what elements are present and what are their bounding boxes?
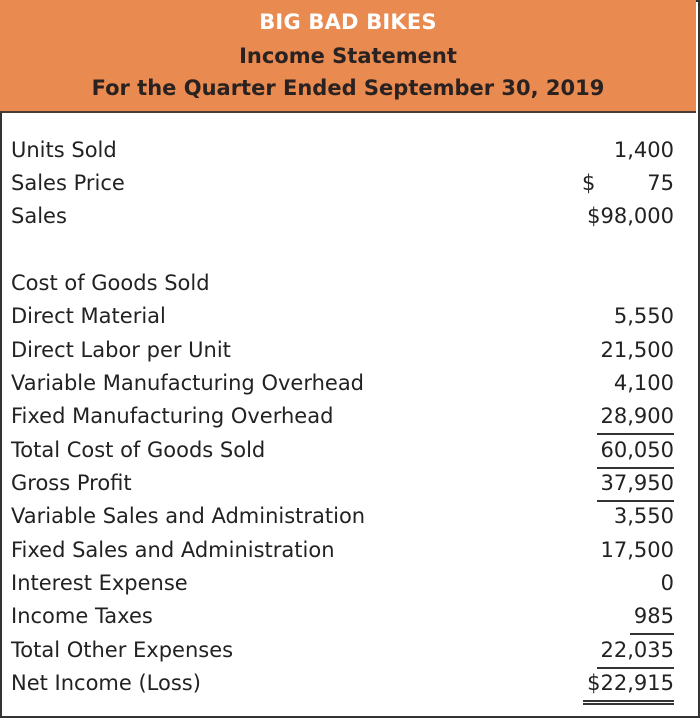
row-label: Direct Labor per Unit [11, 338, 231, 362]
company-name: BIG BAD BIKES [259, 10, 437, 34]
row-gross-profit [0, 467, 696, 500]
row-label: Fixed Manufacturing Overhead [11, 404, 334, 428]
row-fixed-mfg-overhead [0, 400, 696, 433]
row-label: Units Sold [11, 138, 117, 162]
row-value: $98,000 [587, 204, 674, 228]
row-total-other-expenses [0, 634, 696, 667]
row-value: 37,950 [597, 467, 674, 502]
row-label: Interest Expense [11, 571, 188, 595]
row-value: 3,550 [613, 504, 674, 528]
row-label: Income Taxes [11, 604, 153, 628]
row-total-cogs [0, 434, 696, 467]
row-sales [0, 200, 696, 233]
row-value: 4,100 [613, 371, 674, 395]
row-units-sold [0, 134, 696, 167]
row-value: 985 [630, 600, 674, 635]
row-direct-labor [0, 334, 696, 367]
row-variable-sales-admin [0, 500, 696, 533]
row-cogs-heading [0, 267, 696, 300]
statement-period: For the Quarter Ended September 30, 2019 [91, 76, 605, 100]
row-label: Variable Sales and Administration [11, 504, 366, 528]
statement-title: Income Statement [239, 44, 457, 68]
row-value: 5,550 [613, 304, 674, 328]
row-value: 0 [660, 571, 674, 595]
row-net-income [0, 667, 696, 700]
section-heading: Cost of Goods Sold [11, 271, 210, 295]
row-label: Sales [11, 204, 67, 228]
row-value: 28,900 [597, 400, 674, 435]
row-income-taxes [0, 600, 696, 633]
row-label: Sales Price [11, 171, 125, 195]
row-value: 17,500 [600, 538, 674, 562]
row-sales-price [0, 167, 696, 200]
row-label: Gross Profit [11, 471, 132, 495]
statement-header [0, 0, 696, 113]
row-fixed-sales-admin [0, 534, 696, 567]
currency-sign: $ [582, 171, 596, 195]
row-label: Total Cost of Goods Sold [11, 438, 266, 462]
row-label: Direct Material [11, 304, 166, 328]
row-label: Variable Manufacturing Overhead [11, 371, 365, 395]
row-interest-expense [0, 567, 696, 600]
row-variable-mfg-overhead [0, 367, 696, 400]
row-value: 1,400 [613, 138, 674, 162]
row-value: 60,050 [597, 434, 674, 469]
row-value: 21,500 [600, 338, 674, 362]
row-value: 22,035 [597, 634, 674, 669]
row-value: 75 [647, 171, 674, 195]
row-value: $22,915 [583, 667, 674, 705]
row-label: Net Income (Loss) [11, 671, 201, 695]
row-direct-material [0, 300, 696, 333]
row-label: Total Other Expenses [11, 638, 234, 662]
row-label: Fixed Sales and Administration [11, 538, 335, 562]
